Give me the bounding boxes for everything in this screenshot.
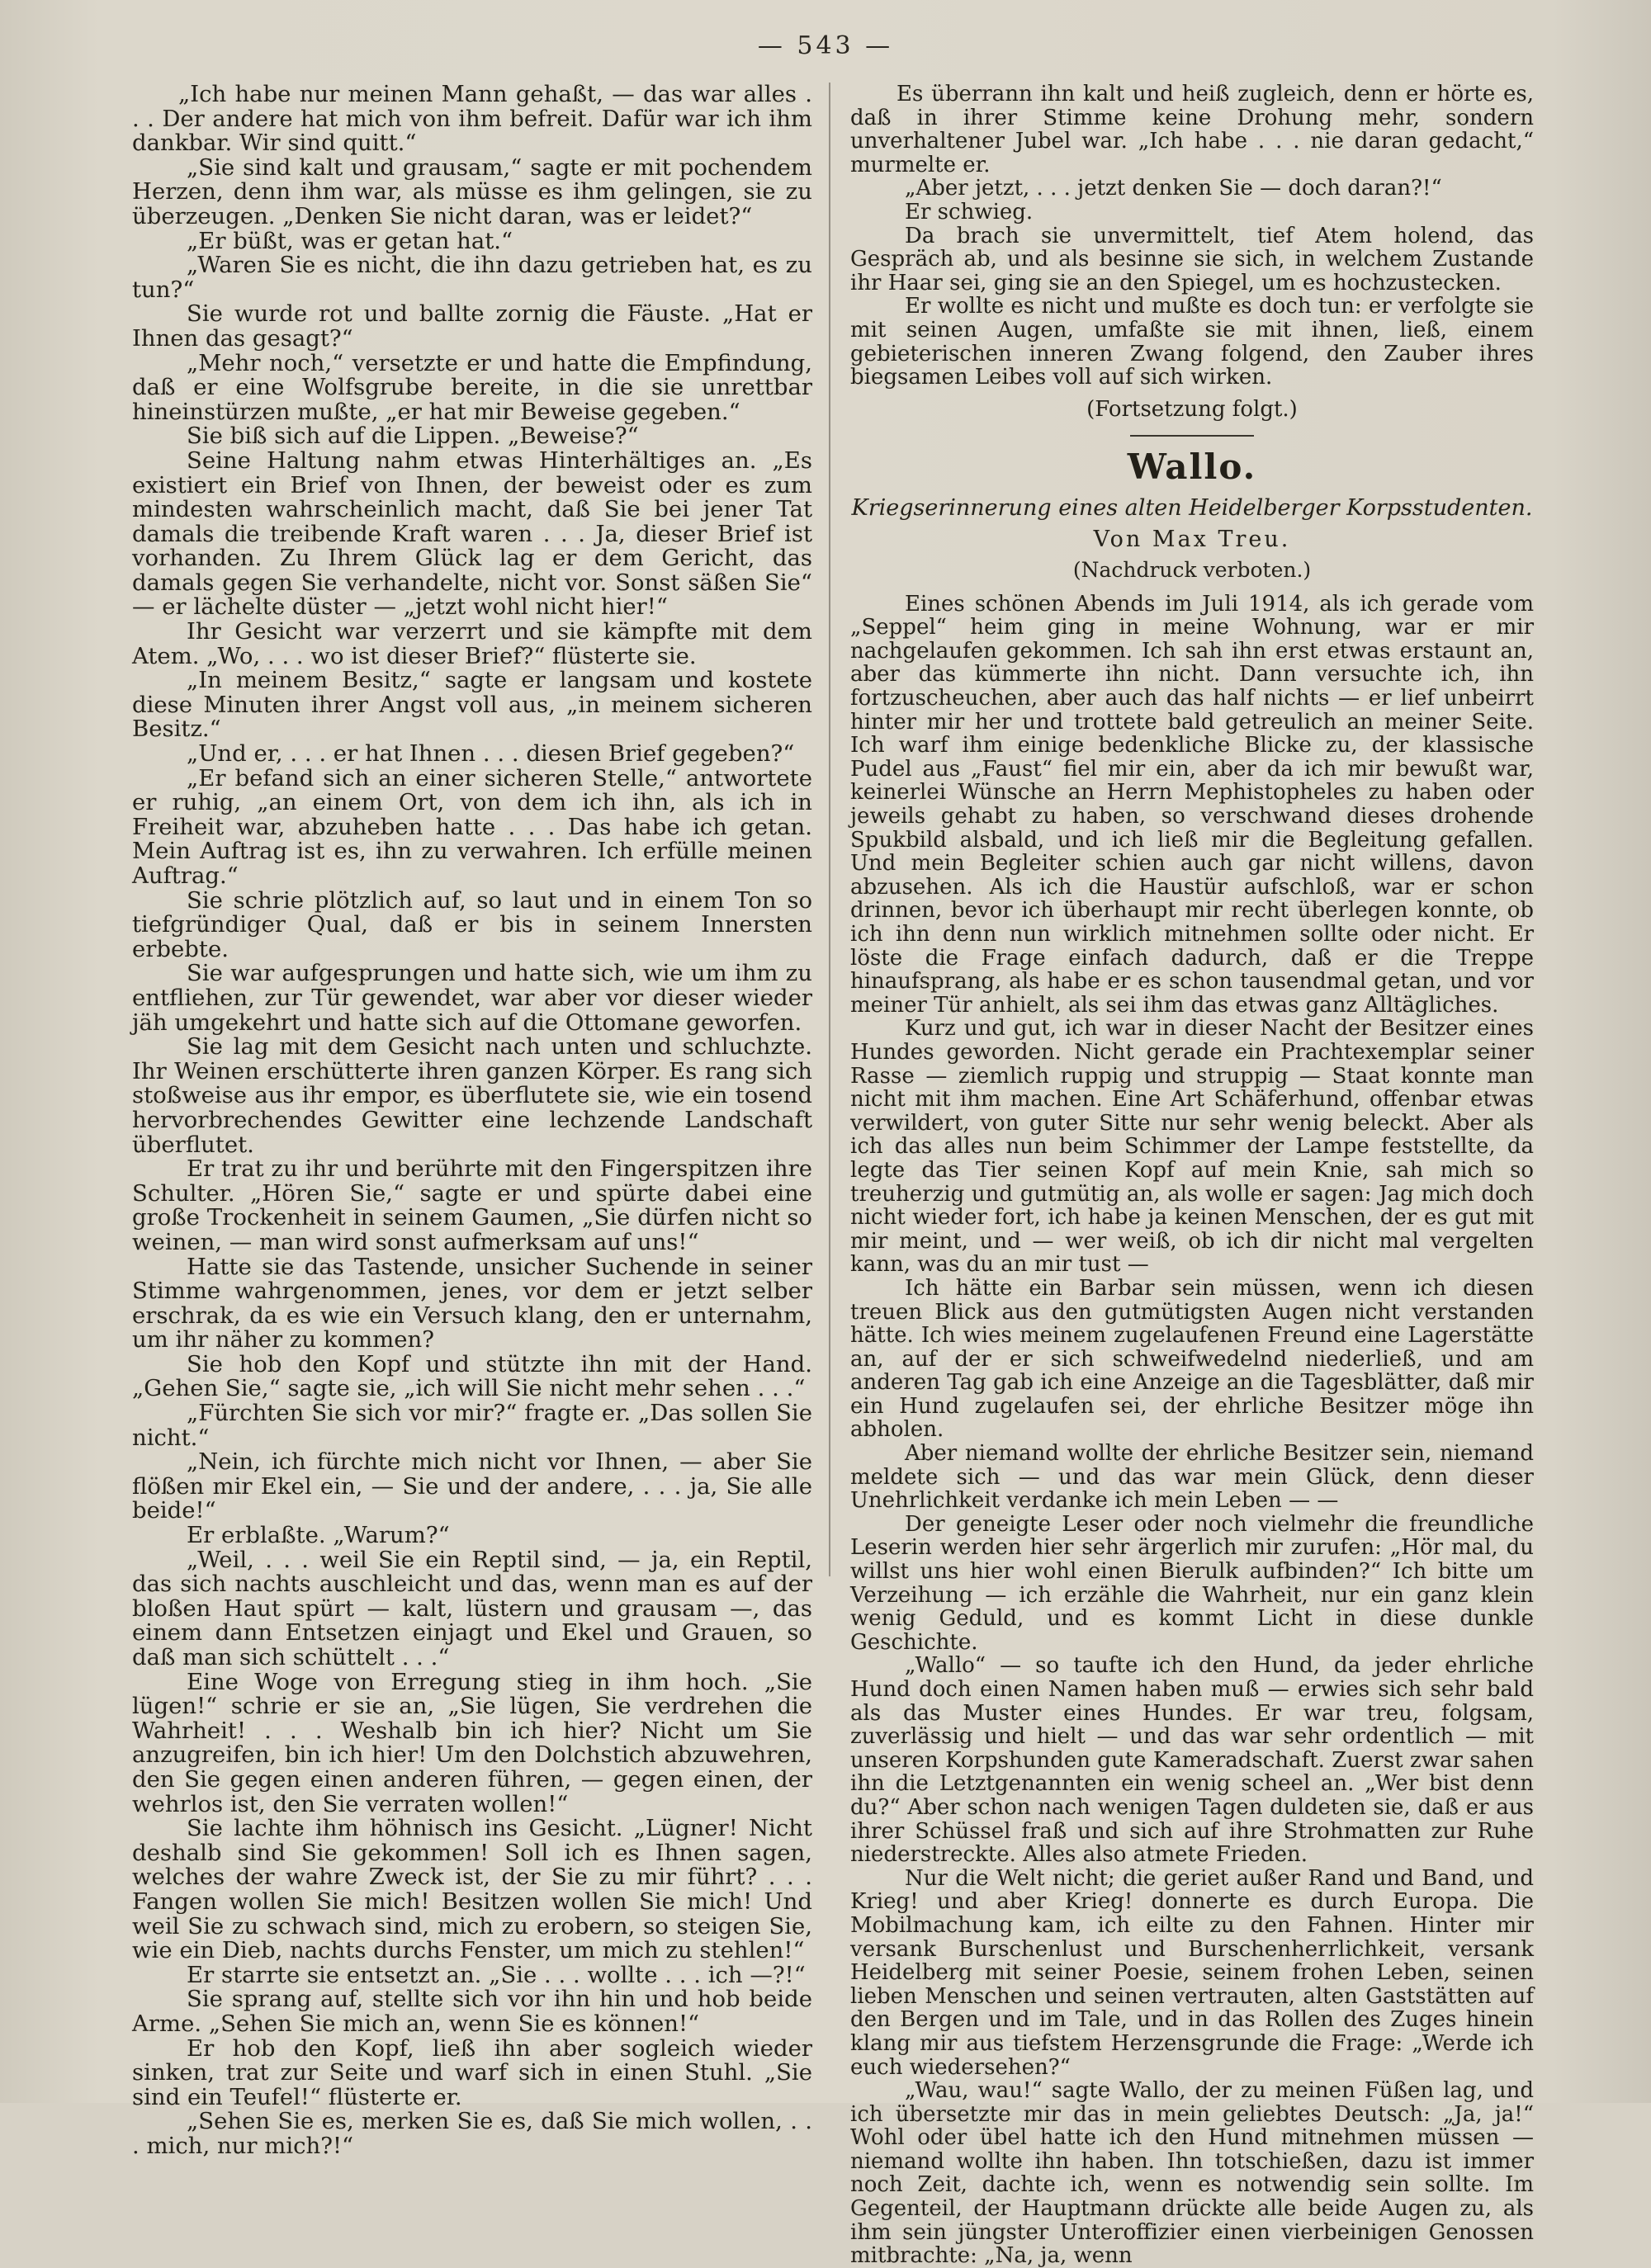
paragraph: Er erblaßte. „Warum?“: [187, 1522, 450, 1549]
paragraph: Sie schrie plötzlich auf, so laut und in einem Ton so tiefgründiger Qual, daß er bis in seinem Innersten erbebte.: [132, 886, 812, 962]
paragraph: Aber niemand wollte der ehrliche Besitzer sein, niemand meldete sich — und das war mein Glück, denn dieser Unehrlichkeit verdanke ich mein Leben — —: [850, 1441, 1534, 1514]
paragraph: Sie war aufgesprungen und hatte sich, wie um ihm zu entfliehen, zur Tür gewendet, war aber vor dieser wieder jäh umgekehrt und hatte sich auf die Ottomane geworfen.: [132, 960, 812, 1036]
paragraph: Er wollte es nicht und mußte es doch tun: er verfolgte sie mit seinen Augen, umfaßte sie mit ihnen, ließ, einem gebieterischen inneren Zwang folgend, den Zauber ihres biegsamen Leibes voll auf sich wirken.: [850, 294, 1534, 390]
paragraph: Ihr Gesicht war verzerrt und sie kämpfte mit dem Atem. „Wo, . . . wo ist dieser Brief?“ flüsterte sie.: [132, 618, 812, 669]
paragraph: Er trat zu ihr und berührte mit den Fingerspitzen ihre Schulter. „Hören Sie,“ sagte er und spürte dabei eine große Trockenheit in seinem Gaumen, „Sie dürfen nicht so weinen, — man wird sonst aufmerksam auf uns!“: [132, 1155, 812, 1255]
paragraph: Kurz und gut, ich war in dieser Nacht der Besitzer eines Hundes geworden. Nicht gerade ein Prachtexemplar seiner Rasse — ziemlich ruppig und struppig — Staat konnte man nicht mit ihm machen. Eine Art Schäferhund, offenbar etwas verwildert, von guter Sitte nur sehr wenig beleckt. Aber als ich das alles nun beim Schimmer der Lampe feststellte, da legte das Tier seinen Kopf auf mein Knie, sah mich so treuherzig und gutmütig an, als wolle er sagen: Jag mich doch nicht wieder fort, ich habe ja keinen Menschen, der es gut mit mir meint, und — wer weiß, ob ich dir nicht mal vergelten kann, was du an mir tust —: [850, 1016, 1534, 1278]
paragraph: „Mehr noch,“ versetzte er und hatte die Empfindung, daß er eine Wolfsgrube bereite, in die sie unrettbar hineinstürzen mußte, „er hat mir Beweise gegeben.“: [132, 349, 812, 425]
right-column: [850, 83, 1534, 2268]
paragraph: Eines schönen Abends im Juli 1914, als ich gerade vom „Seppel“ heim ging in meine Wohnung, war er mir nachgelaufen gekommen. Ich sah ihn erst etwas erstaunt an, aber das kümmerte ihn nicht. Dann versuchte ich, ihn fortzuscheuchen, aber auch das half nichts — er lief unbeirrt hinter mir her und trottete bald getreulich an meiner Seite. Ich warf ihm einige bedenkliche Blicke zu, der klassische Pudel aus „Faust“ fiel mir ein, aber da ich mir bewußt war, keinerlei Wünsche an Herrn Mephistopheles zu haben oder jeweils gehabt zu haben, so verschwand dieses drohende Spukbild alsbald, und ich ließ mir die Begleitung gefallen. Und mein Begleiter schien auch gar nicht willens, davon abzusehen. Als ich die Haustür aufschloß, war er schon drinnen, bevor ich überhaupt mir recht überlegen konnte, ob ich ihn denn nun wirklich mitnehmen sollte oder nicht. Er löste die Frage einfach dadurch, daß er die Treppe hinaufsprang, als habe er es schon tausendmal getan, und vor meiner Tür anhielt, als sei ihm das etwas ganz Alltägliches.: [850, 591, 1534, 1018]
paragraph: „In meinem Besitz,“ sagte er langsam und kostete diese Minuten ihrer Angst voll aus, „in meinem sicheren Besitz.“: [132, 667, 812, 743]
continuation-note: (Fortsetzung folgt.): [1086, 396, 1298, 422]
page-number: — 543 —: [757, 31, 894, 60]
paragraph: „Wau, wau!“ sagte Wallo, der zu meinen Füßen lag, und ich übersetzte mir das in mein geliebtes Deutsch: „Ja, ja!“ Wohl oder übel hatte ich den Hund mitnehmen müssen — niemand wollte ihn haben. Ihn totschießen, dazu ist immer noch Zeit, dachte ich, wenn es notwendig sein sollte. Im Gegenteil, der Hauptmann drückte alle beide Augen zu, als ihm sein jüngster Unteroffizier einen vierbeinigen Genossen mitbrachte: „Na, ja, wenn: [850, 2078, 1534, 2268]
paragraph: Sie wurde rot und ballte zornig die Fäuste. „Hat er Ihnen das gesagt?“: [132, 300, 812, 352]
paragraph: „Nein, ich fürchte mich nicht vor Ihnen, — aber Sie flößen mir Ekel ein, — Sie und der andere, . . . ja, Sie alle beide!“: [132, 1448, 812, 1524]
paragraph: „Aber jetzt, . . . jetzt denken Sie — doch daran?!“: [905, 176, 1442, 201]
paragraph: Der geneigte Leser oder noch vielmehr die freundliche Leserin werden hier sehr ärgerlich mir zurufen: „Hör mal, du willst uns hier wohl einen Bierulk aufbinden?“ Ich bitte um Verzeihung — ich erzähle die Wahrheit, nur ein ganz klein wenig Geduld, und es kommt Licht in diese dunkle Geschichte.: [850, 1511, 1534, 1655]
section-divider: [1130, 435, 1254, 437]
paragraph: Nur die Welt nicht; die geriet außer Rand und Band, und Krieg! und aber Krieg! donnerte es durch Europa. Die Mobilmachung kam, ich eilte zu den Fahnen. Hinter mir versank Burschenlust und Burschenherrlichkeit, versank Heidelberg mit seiner Poesie, seinem frohen Leben, seinen lieben Menschen und seinen vertrauten, alten Gaststätten auf den Bergen und im Tale, und in das Rollen des Zuges hinein klang mir aus tiefstem Herzensgrunde die Frage: „Werde ich euch wiedersehen?“: [850, 1865, 1534, 2080]
paragraph: „Waren Sie es nicht, die ihn dazu getrieben hat, es zu tun?“: [132, 252, 812, 303]
paragraph: „Wallo“ — so taufte ich den Hund, da jeder ehrliche Hund doch einen Namen haben muß — erwies sich sehr bald als das Muster eines Hundes. Er war treu, folgsam, zuverlässig und hielt — und das war sehr ordentlich — mit unseren Korpshunden gute Kameradschaft. Zuerst zwar sahen ihn die Letztgenannten ein wenig scheel an. „Wer bist denn du?“ Aber schon nach wenigen Tagen duldeten sie, daß er aus ihrer Schüssel fraß und sich auf ihre Strohmatten zur Ruhe niederstreckte. Alles also atmete Frieden.: [850, 1653, 1534, 1868]
paragraph: „Ich habe nur meinen Mann gehaßt, — das war alles . . . Der andere hat mich von ihm befreit. Dafür war ich ihm dankbar. Wir sind quitt.“: [132, 81, 812, 157]
paragraph: Sie hob den Kopf und stützte ihn mit der Hand. „Gehen Sie,“ sagte sie, „ich will Sie nicht mehr sehen . . .“: [132, 1350, 812, 1402]
left-column: [132, 83, 812, 2158]
story-subtitle: Kriegserinnerung eines alten Heidelberger Korpsstudenten.: [851, 494, 1533, 521]
story-body: [850, 593, 1534, 2268]
paragraph: Ich hätte ein Barbar sein müssen, wenn ich diesen treuen Blick aus den gutmütigsten Augen nicht verstanden hätte. Ich wies meinem zugelaufenen Freund eine Lagerstätte an, auf der er sich schweifwedelnd niederließ, und am anderen Tag gab ich eine Anzeige an die Tagesblätter, daß mir ein Hund zugelaufen sei, der ehrliche Besitzer möge ihn abholen.: [850, 1275, 1534, 1443]
story-byline: Von Max Treu.: [1093, 526, 1291, 552]
reprint-notice: (Nachdruck verboten.): [1072, 558, 1312, 583]
paragraph: „Weil, . . . weil Sie ein Reptil sind, — ja, ein Reptil, das sich nachts auschleicht und das, wenn man es auf der bloßen Haut spürt — kalt, lüstern und grausam —, das einem dann Entsetzen einjagt und Ekel und Grauen, so daß man sich schüttelt . . .“: [132, 1546, 812, 1670]
paragraph: „Sehen Sie es, merken Sie es, daß Sie mich wollen, . . . mich, nur mich?!“: [132, 2108, 812, 2159]
paragraph: „Er befand sich an einer sicheren Stelle,“ antwortete er ruhig, „an einem Ort, von dem ich ihn, als ich in Freiheit war, abzuheben hatte . . . Das habe ich getan. Mein Auftrag ist es, ihn zu verwahren. Ich erfülle meinen Auftrag.“: [132, 764, 812, 889]
paragraph: Sie lachte ihm höhnisch ins Gesicht. „Lügner! Nicht deshalb sind Sie gekommen! Soll ich es Ihnen sagen, welches der wahre Zweck ist, der Sie zu mir führt? . . . Fangen wollen Sie mich! Besitzen wollen Sie mich! Und weil Sie zu schwach sind, mich zu erobern, so steigen Sie, wie ein Dieb, nachts durchs Fenster, um mich zu stehlen!“: [132, 1815, 812, 1964]
paragraph: Seine Haltung nahm etwas Hinterhältiges an. „Es existiert ein Brief von Ihnen, der beweist oder es zum mindesten wahrscheinlich macht, daß Sie bei jener Tat damals die treibende Kraft waren . . . Ja, dieser Brief ist vorhanden. Zu Ihrem Glück lag er dem Gericht, das damals gegen Sie verhandelte, nicht vor. Sonst säßen Sie“ — er lächelte düster — „jetzt wohl nicht hier!“: [132, 447, 812, 621]
paragraph: „Fürchten Sie sich vor mir?“ fragte er. „Das sollen Sie nicht.“: [132, 1400, 812, 1451]
paragraph: Er starrte sie entsetzt an. „Sie . . . wollte . . . ich —?!“: [187, 1961, 806, 1988]
paragraph: Er schwieg.: [905, 199, 1034, 224]
right-column-top: [850, 83, 1534, 390]
paragraph: Sie sprang auf, stellte sich vor ihn hin und hob beide Arme. „Sehen Sie mich an, wenn Sie es können!“: [132, 1986, 812, 2037]
paragraph: Es überrann ihn kalt und heiß zugleich, denn er hörte es, daß in ihrer Stimme keine Drohung mehr, sondern unverhaltener Jubel war. „Ich habe . . . nie daran gedacht,“ murmelte er.: [850, 82, 1534, 177]
paragraph: Sie biß sich auf die Lippen. „Beweise?“: [187, 423, 639, 450]
paragraph: Er hob den Kopf, ließ ihn aber sogleich wieder sinken, trat zur Seite und warf sich in einen Stuhl. „Sie sind ein Teufel!“ flüsterte er.: [132, 2034, 812, 2110]
paragraph: Hatte sie das Tastende, unsicher Suchende in seiner Stimme wahrgenommen, jenes, vor dem er jetzt selber erschrak, da es wie ein Versuch klang, den er unternahm, um ihr näher zu kommen?: [132, 1253, 812, 1354]
paragraph: „Er büßt, was er getan hat.“: [187, 227, 513, 254]
paragraph: Da brach sie unvermittelt, tief Atem holend, das Gespräch ab, und als besinne sie sich, in welchem Zustande ihr Haar sei, ging sie an den Spiegel, um es hochzustecken.: [850, 223, 1534, 295]
paragraph: „Sie sind kalt und grausam,“ sagte er mit pochendem Herzen, denn ihm war, als müsse es ihm gelingen, sie zu überzeugen. „Denken Sie nicht daran, was er leidet?“: [132, 154, 812, 229]
paragraph: „Und er, . . . er hat Ihnen . . . diesen Brief gegeben?“: [187, 740, 795, 768]
paragraph: Sie lag mit dem Gesicht nach unten und schluchzte. Ihr Weinen erschütterte ihren ganzen Körper. Es rang sich stoßweise aus ihr empor, es überflutete sie, wie ein tosend hervorbrechendes Gewitter eine lechzende Landschaft überflutet.: [132, 1033, 812, 1158]
paragraph: Eine Woge von Erregung stieg in ihm hoch. „Sie lügen!“ schrie er sie an, „Sie lügen, Sie verdrehen die Wahrheit! . . . Weshalb bin ich hier? Nicht um Sie anzugreifen, bin ich hier! Um den Dolchstich abzuwehren, den Sie gegen einen anderen führen, — gegen einen, der wehrlos ist, den Sie verraten wollen!“: [132, 1668, 812, 1817]
column-divider: [829, 83, 830, 1576]
story-title: Wallo.: [1127, 447, 1257, 488]
